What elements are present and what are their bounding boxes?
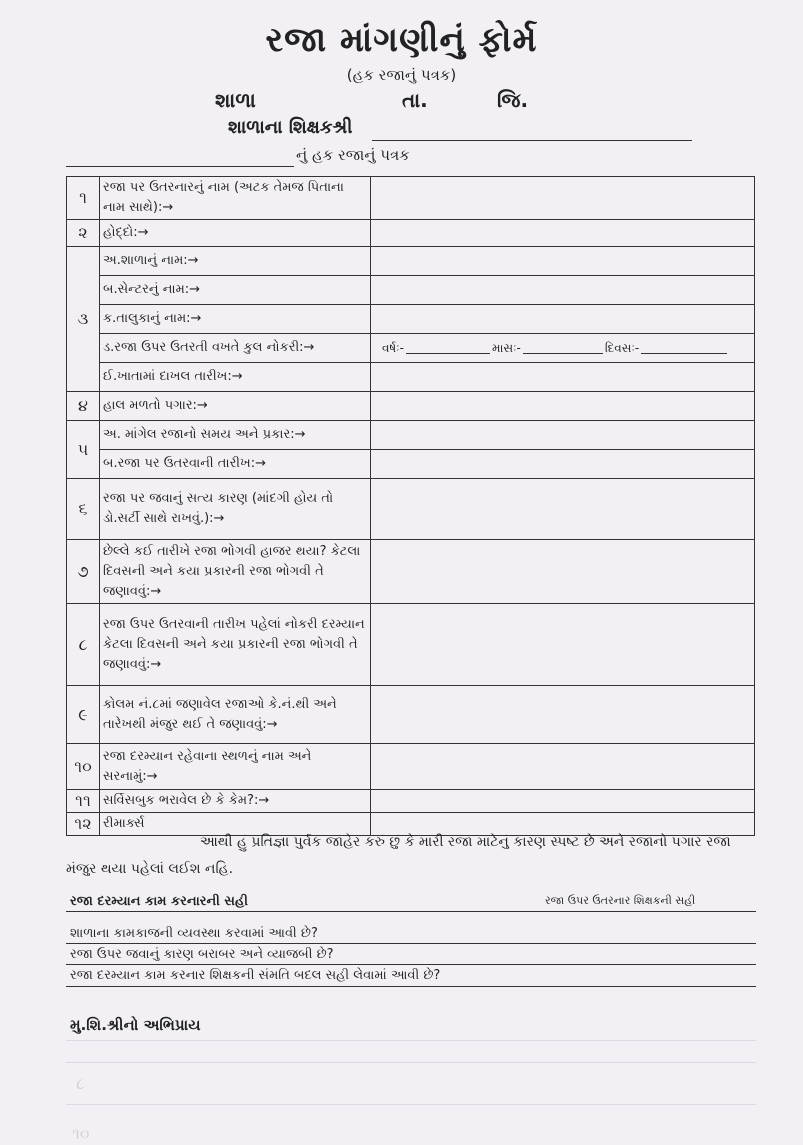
table-row [67, 220, 755, 247]
row-label: રીમાર્ક્સ [100, 813, 371, 836]
declaration-text: આથી હું પ્રતિજ્ઞા પુર્વક જાહેર કરું છું કે મારી રજા માટેનું કારણ સ્પષ્ટ છે અને રજાનો પગાર રજા મંજુર થયા પહેલાં લઈશ નહિ. [66, 834, 731, 877]
row-number: ૧૨ [67, 813, 100, 836]
row-number: ૪ [67, 392, 100, 421]
bleed-through-mark: ૮ [76, 1074, 85, 1093]
table-row [67, 604, 755, 686]
signature-divider [66, 911, 756, 912]
days-blank[interactable] [641, 342, 727, 354]
table-row [67, 450, 755, 479]
table-row [67, 686, 755, 744]
bleed-through-line [66, 1062, 756, 1063]
taluka-label: તા. [402, 88, 428, 112]
row-number: ૩ [67, 247, 100, 392]
row-value-cell[interactable] [371, 744, 755, 790]
row-label: રજા પર ઉતરનારનું નામ (અટક તેમજ પિતાના નામ સાથે):→ [100, 177, 371, 220]
row-value-cell[interactable] [371, 604, 755, 686]
table-row [67, 276, 755, 305]
row-value-cell[interactable] [371, 247, 755, 276]
row-value-cell[interactable] [371, 276, 755, 305]
table-row [67, 177, 755, 220]
bleed-through-mark: ૧૦ [72, 1124, 90, 1143]
record-suffix: નું હક રજાનું પત્રક [296, 146, 410, 164]
table-row [67, 479, 755, 540]
officer-opinion-label: મુ.શિ.શ્રીનો અભિપ્રાય [70, 1016, 201, 1034]
district-label: જિ. [497, 88, 529, 112]
question-3: રજા દરમ્યાન કામ કરનાર શિક્ષકની સંમતિ બદલ સહી લેવામાં આવી છે? [70, 968, 441, 983]
row-value-cell[interactable] [371, 305, 755, 334]
years-label: વર્ષઃ- [382, 341, 404, 355]
months-blank[interactable] [523, 342, 603, 354]
row-label: અ. માંગેલ રજાનો સમય અને પ્રકાર:→ [100, 421, 371, 450]
row-value-cell[interactable] [371, 392, 755, 421]
table-row [67, 363, 755, 392]
table-row [67, 392, 755, 421]
form-title: રજા માંગણીનું ફોર્મ [265, 20, 538, 60]
years-blank[interactable] [406, 342, 490, 354]
teacher-name-blank[interactable] [372, 140, 692, 141]
days-label: દિવસઃ- [604, 341, 640, 355]
row-label: બ.રજા પર ઉતરવાની તારીખ:→ [100, 450, 371, 479]
table-row [67, 540, 755, 604]
row-value-cell[interactable] [371, 686, 755, 744]
substitute-signature-label: રજા દરમ્યાન કામ કરનારની સહી [70, 894, 248, 909]
row-label: ક.તાલુકાનું નામ:→ [100, 305, 371, 334]
row-number: ૫ [67, 421, 100, 479]
table-row [67, 744, 755, 790]
row-value-cell[interactable] [371, 421, 755, 450]
question-2: રજા ઉપર જવાનું કારણ બરાબર અને વ્યાજબી છે? [70, 947, 334, 962]
row-label: છેલ્લે કઈ તારીખે રજા ભોગવી હાજર થયા? કેટલા દિવસની અને કયા પ્રકારની રજા ભોગવી તે જણાવવું:→ [100, 540, 371, 604]
school-label: શાળા [215, 88, 256, 112]
row-label: ઈ.ખાતામાં દાખલ તારીખ:→ [100, 363, 371, 392]
question-divider [66, 964, 756, 965]
teacher-label: શાળાના શિક્ષકશ્રી [228, 117, 353, 138]
row-number: ૮ [67, 604, 100, 686]
table-row [67, 305, 755, 334]
row-label: રજા ઉપર ઉતરવાની તારીખ પહેલાં નોકરી દરમ્યાન કેટલા દિવસની અને કયા પ્રકારની રજા ભોગવી તે જણાવવું:→ [100, 604, 371, 686]
row-label: રજા દરમ્યાન રહેવાના સ્થળનું નામ અને સરનામું:→ [100, 744, 371, 790]
name-blank[interactable] [66, 166, 294, 167]
row-label: હાલ મળતો પગાર:→ [100, 392, 371, 421]
row-value-cell[interactable] [371, 220, 755, 247]
row-value-cell[interactable] [371, 479, 755, 540]
row-value-cell[interactable] [371, 363, 755, 392]
row-label: ડ.રજા ઉપર ઉતરતી વખતે કુલ નોકરી:→ [100, 334, 371, 363]
row-value-cell[interactable] [371, 450, 755, 479]
row-number: ૧૦ [67, 744, 100, 790]
row-number: ૯ [67, 686, 100, 744]
row-number: ૧૧ [67, 790, 100, 813]
row-value-cell[interactable] [371, 790, 755, 813]
row-number: ૨ [67, 220, 100, 247]
row-number: ૬ [67, 479, 100, 540]
table-row [67, 790, 755, 813]
teacher-signature-label: રજા ઉપર ઉતરનાર શિક્ષકની સહી [545, 894, 696, 907]
leave-details-table [66, 176, 755, 836]
row-number: ૧ [67, 177, 100, 220]
row-label: કોલમ નં.૮માં જણાવેલ રજાઓ કે.નં.થી અને તારેખથી મંજુર થઈ તે જણાવવું:→ [100, 686, 371, 744]
service-duration-cell[interactable] [371, 334, 755, 363]
row-label: સર્વિસબુક ભરાવેલ છે કે કેમ?:→ [100, 790, 371, 813]
row-value-cell[interactable] [371, 177, 755, 220]
row-label: હોદ્દો:→ [100, 220, 371, 247]
bleed-through-line [66, 1040, 756, 1041]
row-label: રજા પર જવાનું સત્ય કારણ (માંદગી હોય તો ડો.સર્ટી સાથે રાખવું.):→ [100, 479, 371, 540]
row-number: ૭ [67, 540, 100, 604]
months-label: માસઃ- [491, 341, 521, 355]
service-duration-fields [374, 338, 751, 358]
table-row [67, 334, 755, 363]
row-value-cell[interactable] [371, 540, 755, 604]
bleed-through-line [66, 1104, 756, 1105]
question-divider [66, 943, 756, 944]
question-divider [66, 986, 756, 987]
question-1: શાળાના કામકાજની વ્યવસ્થા કરવામાં આવી છે? [70, 926, 318, 941]
form-subtitle: (હક રજાનું પત્રક) [346, 66, 457, 84]
table-row [67, 247, 755, 276]
row-label: અ.શાળાનું નામ:→ [100, 247, 371, 276]
table-row [67, 421, 755, 450]
row-label: બ.સેન્ટરનું નામ:→ [100, 276, 371, 305]
